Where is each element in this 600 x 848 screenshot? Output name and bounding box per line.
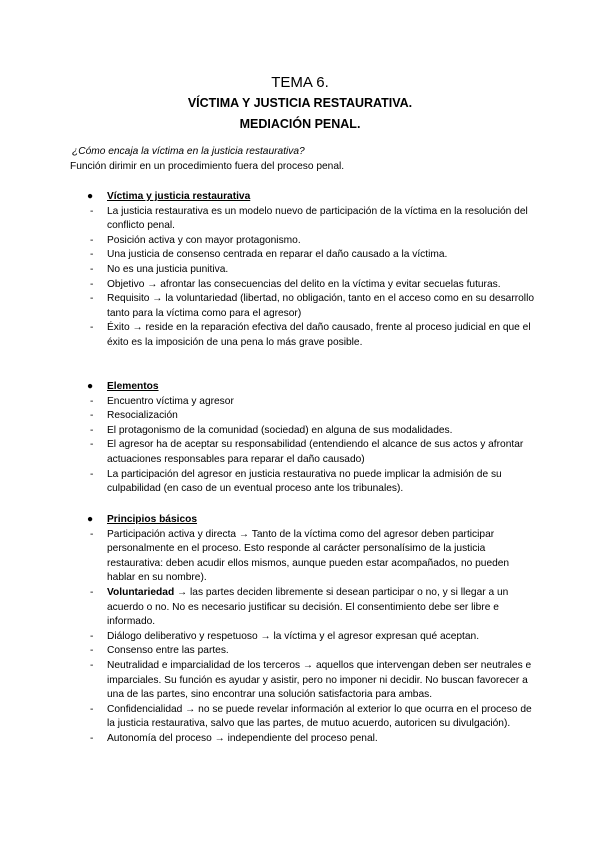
list-item: - La justicia restaurativa es un modelo nuevo de participación de la víctima en la resolución del conflicto penal. <box>90 205 528 232</box>
dash-icon: - <box>90 410 94 422</box>
heading-label: Elementos <box>107 381 159 392</box>
dash-icon: - <box>90 439 94 451</box>
list-item: - Posición activa y con mayor protagonismo. <box>70 234 540 249</box>
list-item: - Encuentro víctima y agresor <box>70 395 540 410</box>
list-item: - Resocialización <box>70 409 540 424</box>
list-item: - Objetivo → afrontar las consecuencias del delito en la víctima y evitar secuelas futuras. <box>70 278 540 293</box>
list-item: - Participación activa y directa → Tanto de la víctima como del agresor deben participar personalmente en el proceso. Esto responde al carácter personalísimo de la justicia restaurativa: deben acudir ellos mismos, aunque pueden estar acompañados, no pueden hablar en su nombre). <box>90 528 510 584</box>
question-text: ¿Cómo encaja la víctima en la justicia restaurativa? <box>72 146 305 157</box>
heading-label: Principios básicos <box>107 514 198 525</box>
dash-icon: - <box>90 468 94 480</box>
dash-icon: - <box>90 645 94 657</box>
page-title: TEMA 6. <box>271 74 329 91</box>
dash-icon: - <box>90 395 94 407</box>
dash-icon: - <box>90 528 94 540</box>
subtitle-line-1: VÍCTIMA Y JUSTICIA RESTAURATIVA. <box>187 96 413 110</box>
intro-text: Función dirimir en un procedimiento fuera del proceso penal. <box>70 161 345 172</box>
list-item: - Diálogo deliberativo y respetuoso → la víctima y el agresor expresan qué aceptan. <box>70 630 540 645</box>
list-item: - Autonomía del proceso → independiente del proceso penal. <box>70 732 540 747</box>
title-block <box>0 72 600 135</box>
voluntariedad-label: Voluntariedad <box>107 586 175 598</box>
dash-icon: - <box>90 249 94 261</box>
section-heading <box>70 513 540 528</box>
dash-icon: - <box>90 659 94 671</box>
bullet-icon: ● <box>87 381 94 392</box>
subtitle-line-2: MEDIACIÓN PENAL. <box>239 117 361 131</box>
dash-icon: - <box>90 586 94 598</box>
dash-icon: - <box>90 205 94 217</box>
section-principios <box>70 513 540 747</box>
list-item: - Una justicia de consenso centrada en reparar el daño causado a la víctima. <box>70 248 540 263</box>
bullet-icon: ● <box>87 514 94 525</box>
list-item: - Consenso entre las partes. <box>70 644 540 659</box>
section-elementos <box>70 380 540 497</box>
list-item: - La participación del agresor en justicia restaurativa no puede implicar la admisión de su culpabilidad (en caso de un eventual proceso ante los tribunales). <box>90 468 502 495</box>
bullet-icon: ● <box>87 191 94 202</box>
list-item: - Requisito → la voluntariedad (libertad, no obligación, tanto en el acceso como en su desarrollo tanto para la víctima como para el agresor) <box>90 293 534 319</box>
dash-icon: - <box>90 278 94 290</box>
section-heading <box>70 190 540 205</box>
section-heading <box>70 380 540 395</box>
dash-icon: - <box>90 263 94 275</box>
heading-label: Víctima y justicia restaurativa <box>107 191 251 202</box>
list-item: - El protagonismo de la comunidad (sociedad) en alguna de sus modalidades. <box>70 424 540 439</box>
dash-icon: - <box>90 703 94 715</box>
dash-icon: - <box>90 322 94 334</box>
list-item: - El agresor ha de aceptar su responsabilidad (entendiendo el alcance de sus actos y afrontar actuaciones responsables para reparar el daño causado) <box>90 439 524 465</box>
dash-icon: - <box>90 424 94 436</box>
list-item: - Neutralidad e imparcialidad de los terceros → aquellos que intervengan deben ser neutrales e imparciales. Su función es ayudar y asistir, pero no imponer ni decidir. No buscan favorecer a una de las partes, sino encontrar una solución satisfactoria para ambas. <box>90 659 532 701</box>
dash-icon: - <box>90 630 94 642</box>
dash-icon: - <box>90 732 94 744</box>
list-item: - Éxito → reside en la reparación efectiva del daño causado, frente al proceso judicial en que el éxito es la imposición de una pena lo más grave posible. <box>90 322 531 348</box>
dash-icon: - <box>90 293 94 305</box>
dash-icon: - <box>90 234 94 246</box>
list-item: - No es una justicia punitiva. <box>70 263 540 278</box>
list-item: - Voluntariedad → las partes deciden libremente si desean participar o no, y si llegar a un acuerdo o no. No es necesario justificar su decisión. El consentimiento debe ser libre e informado. <box>90 586 509 628</box>
list-item: - Confidencialidad → no se puede revelar información al exterior lo que ocurra en el proceso de la justicia restaurativa, salvo que las partes, de mutuo acuerdo, autoricen su divulgación). <box>90 703 532 730</box>
section-victima <box>70 190 540 351</box>
